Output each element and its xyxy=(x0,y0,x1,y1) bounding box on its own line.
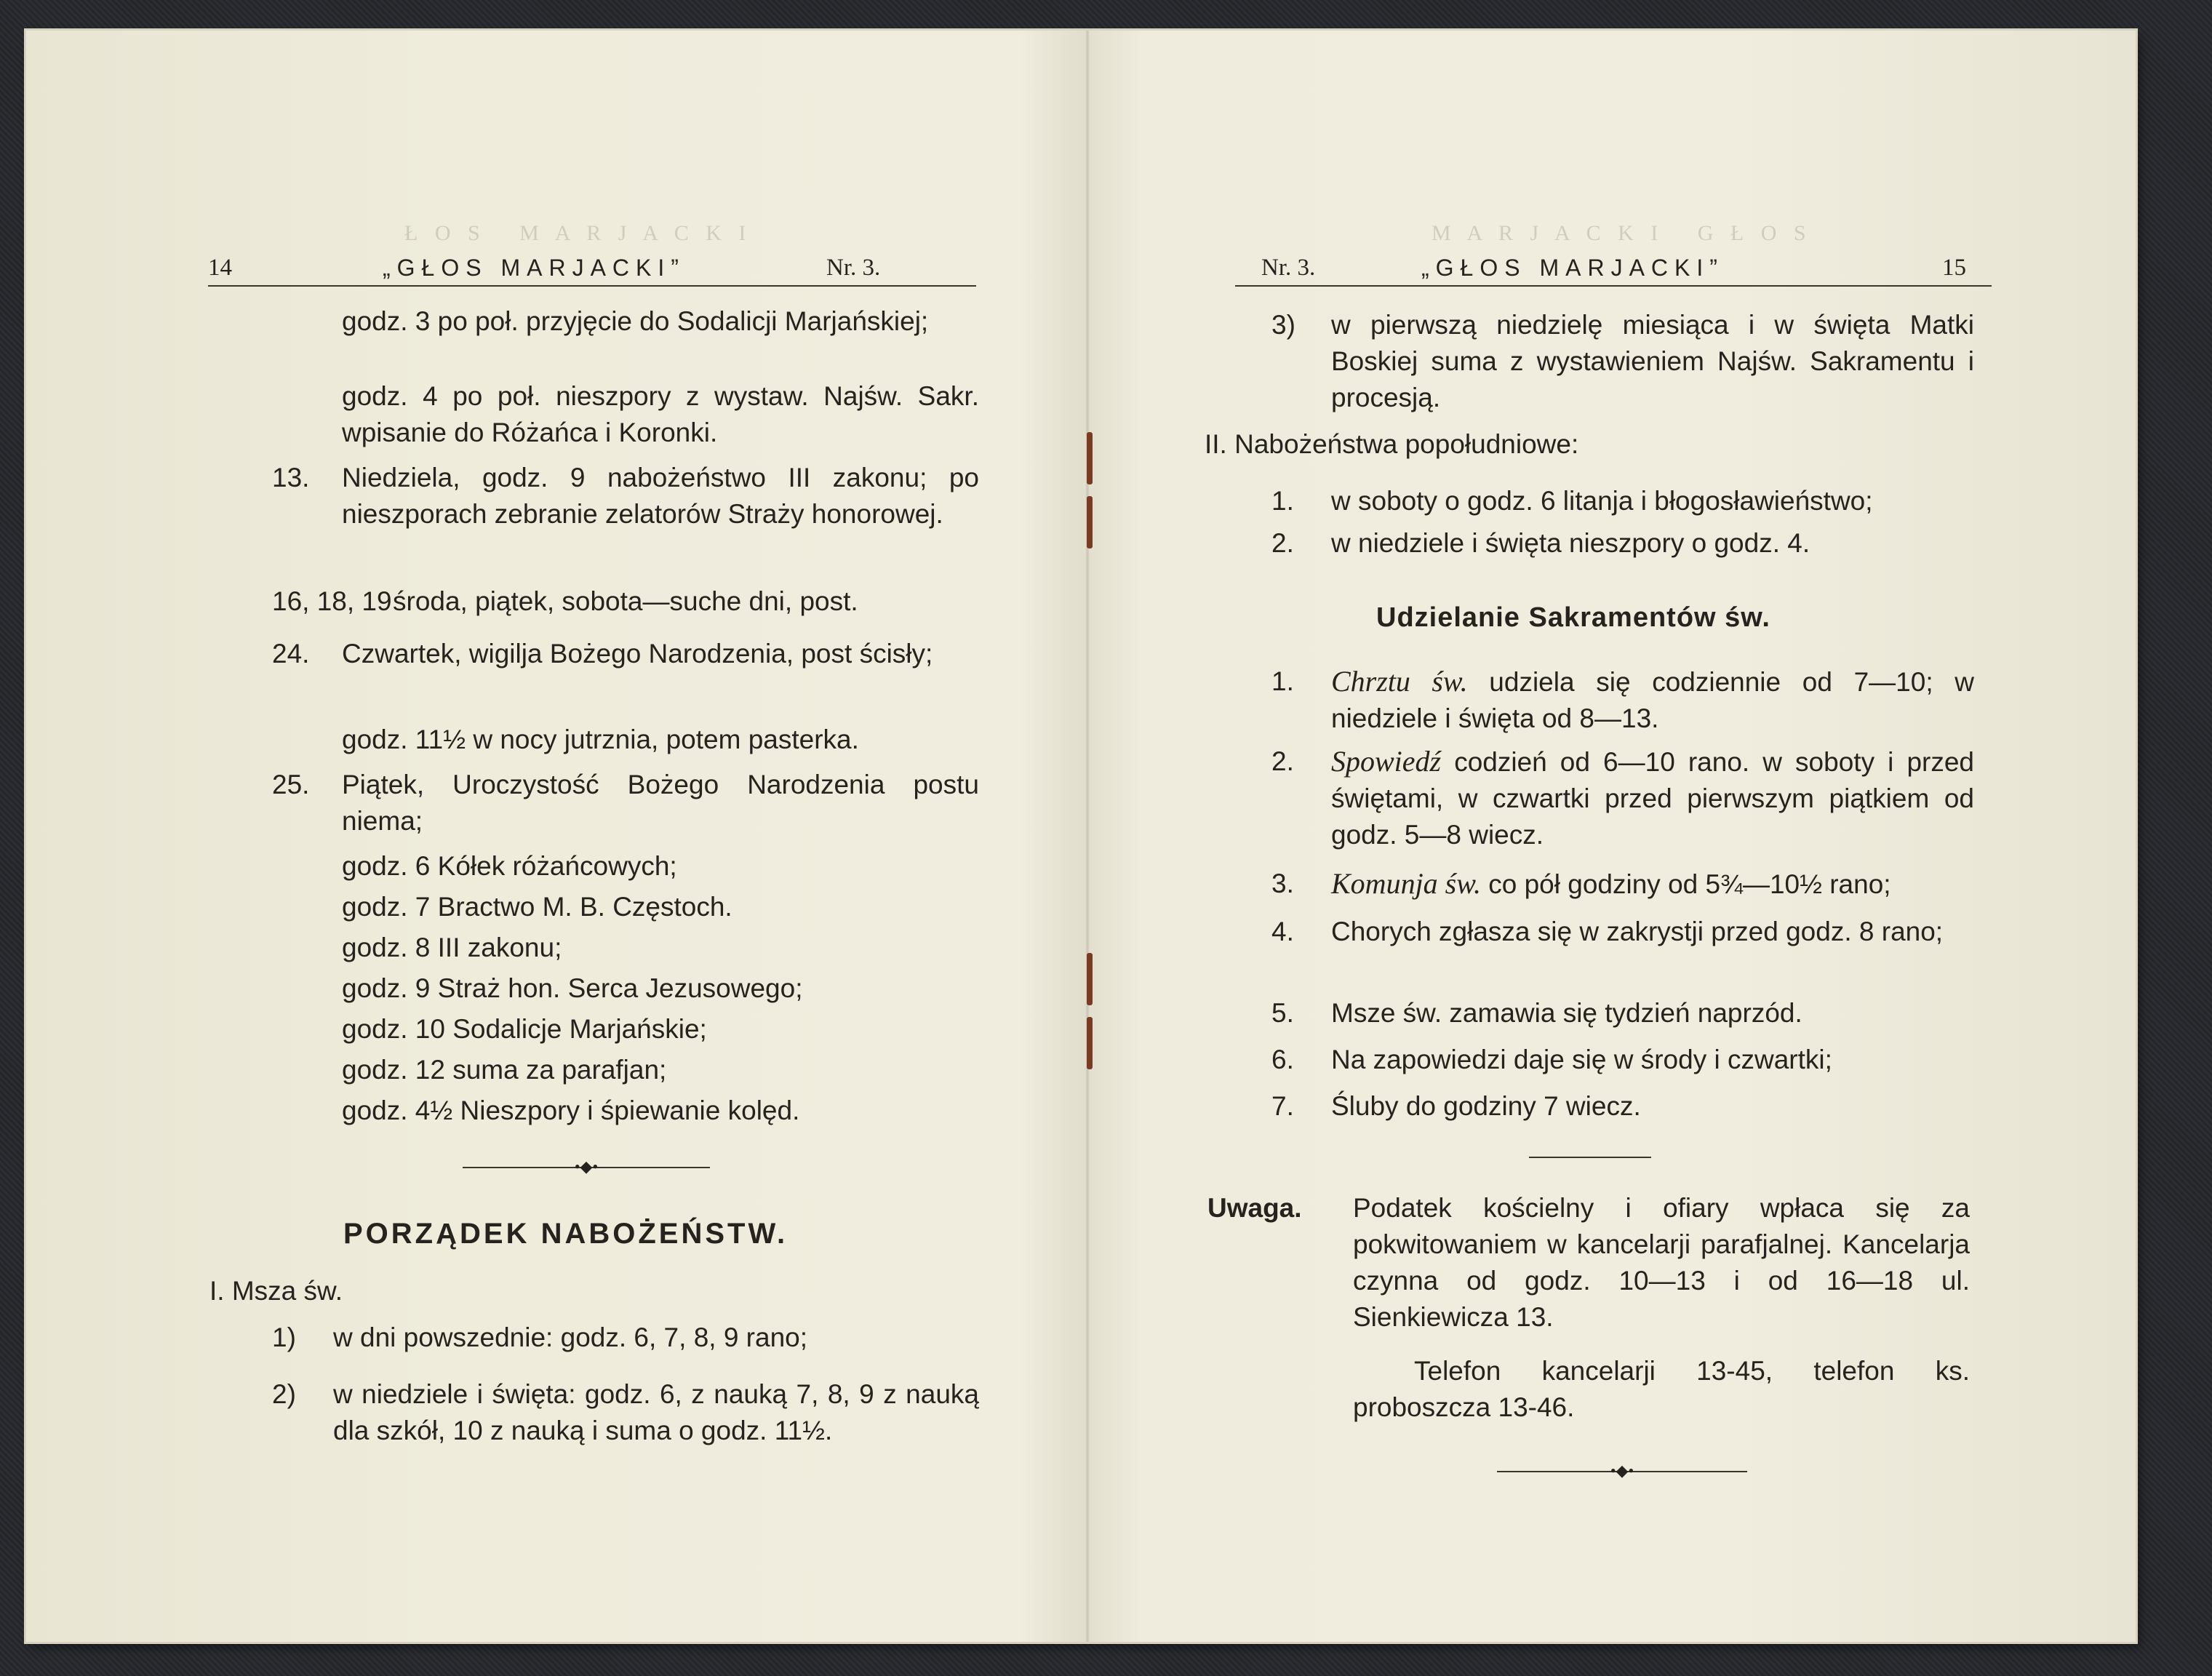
right-page xyxy=(1090,31,2136,1642)
section-title: PORZĄDEK NABOŻEŃSTW. xyxy=(343,1218,788,1250)
item-number: 3. xyxy=(1271,869,1294,898)
entry-text: Piątek, Uroczystość Bożego Narodzenia postu niema; xyxy=(342,770,979,836)
item-text: w niedziele i święta nieszpory o godz. 4. xyxy=(1331,528,1810,558)
item-number: 2. xyxy=(1271,746,1294,776)
issue-number: Nr. 3. xyxy=(1261,255,1316,281)
entry-text: Czwartek, wigilja Bożego Narodzenia, post ścisły; xyxy=(342,639,933,669)
item-text: udziela się codziennie od 7—10; w niedziele i święta od 8—13. xyxy=(1331,667,1975,733)
item-text: Msze św. zamawia się tydzień naprzód. xyxy=(1331,998,1802,1028)
item-number: 6. xyxy=(1271,1045,1294,1074)
sacraments-heading: Udzielanie Sakramentów św. xyxy=(1376,602,1770,633)
item-number: 3) xyxy=(1271,310,1295,340)
header-rule xyxy=(1235,285,1992,287)
entry-number: 13. xyxy=(272,463,310,492)
left-page xyxy=(26,31,1085,1642)
item-number: 5. xyxy=(1271,998,1294,1028)
item-number: 7. xyxy=(1271,1091,1294,1121)
item-text: w soboty o godz. 6 litanja i błogosławieństwo; xyxy=(1331,486,1873,516)
item-number: 1. xyxy=(1271,666,1294,696)
note-label: Uwaga. xyxy=(1207,1193,1302,1223)
service-hour: godz. 9 Straż hon. Serca Jezusowego; xyxy=(342,973,803,1003)
issue-number: Nr. 3. xyxy=(826,255,881,281)
service-hour: godz. 10 Sodalicje Marjańskie; xyxy=(342,1014,707,1044)
header-rule xyxy=(208,285,976,287)
service-hour: godz. 8 III zakonu; xyxy=(342,933,562,962)
short-divider xyxy=(1529,1157,1651,1158)
service-hour: godz. 6 Kółek różańcowych; xyxy=(342,851,677,881)
mass-heading: I. Msza św. xyxy=(209,1276,343,1306)
phone-text: Telefon kancelarji 13-45, telefon ks. proboszcza 13-46. xyxy=(1353,1356,1970,1422)
ornament-divider: •◆• xyxy=(1497,1471,1747,1472)
item-number: 2) xyxy=(272,1379,296,1409)
ornament-divider: •◆• xyxy=(463,1167,710,1168)
continued-line: godz. 4 po poł. nieszpory z wystaw. Najśw. Sakr. wpisanie do Różańca i Koronki. xyxy=(342,381,979,447)
continued-line: godz. 3 po poł. przyjęcie do Sodalicji Marjańskiej; xyxy=(342,306,929,336)
sacrament-name: Spowiedź xyxy=(1331,745,1442,778)
show-through-header: M A R J A C K I G Ł O S xyxy=(1432,221,1812,245)
item-text: codzień od 6—10 rano. w soboty i przed świętami, w czwartki przed pierwszym piątkiem od godz. 5—8 wiecz. xyxy=(1331,747,1974,850)
page-number: 14 xyxy=(208,255,232,281)
entry-text: środa, piątek, sobota—suche dni, post. xyxy=(393,586,858,616)
sacrament-name: Komunja św. xyxy=(1331,867,1481,900)
service-hour: godz. 4½ Nieszpory i śpiewanie kolęd. xyxy=(342,1096,800,1125)
afternoon-heading: II. Nabożeństwa popołudniowe: xyxy=(1205,429,1579,459)
running-title: „GŁOS MARJACKI” xyxy=(1421,255,1724,281)
entry-text: Niedziela, godz. 9 nabożeństwo III zakonu; po nieszporach zebranie zelatorów Straży honorowej. xyxy=(342,463,979,529)
entry-number: 25. xyxy=(272,770,310,799)
item-text: w pierwszą niedzielę miesiąca i w święta Matki Boskiej suma z wystawieniem Najśw. Sakramentu i procesją. xyxy=(1331,310,1974,412)
service-hour: godz. 7 Bractwo M. B. Częstoch. xyxy=(342,892,732,922)
entry-number: 16, 18, 19 xyxy=(272,586,392,616)
item-text: Śluby do godziny 7 wiecz. xyxy=(1331,1091,1641,1121)
show-through-header: Ł O S M A R J A C K I xyxy=(404,221,752,245)
item-text: Chorych zgłasza się w zakrystji przed godz. 8 rano; xyxy=(1331,917,1944,946)
item-text: co pół godziny od 5¾—10½ rano; xyxy=(1488,869,1891,899)
item-number: 1) xyxy=(272,1322,296,1352)
service-hour: godz. 12 suma za parafjan; xyxy=(342,1055,667,1085)
item-number: 4. xyxy=(1271,917,1294,946)
item-number: 2. xyxy=(1271,528,1294,558)
item-text: w dni powszednie: godz. 6, 7, 8, 9 rano; xyxy=(333,1322,808,1352)
running-title: „GŁOS MARJACKI” xyxy=(383,255,685,281)
item-text: w niedziele i święta: godz. 6, z nauką 7, 8, 9 z nauką dla szkół, 10 z nauką i suma o godz. 11½. xyxy=(333,1379,979,1445)
note-text: Podatek kościelny i ofiary wpłaca się za pokwitowaniem w kancelarji parafjalnej. Kancelarja czynna od godz. 10—13 i od 16—18 ul. Sienkiewicza 13. xyxy=(1353,1193,1970,1332)
sacrament-name: Chrztu św. xyxy=(1331,665,1468,698)
item-text: Na zapowiedzi daje się w środy i czwartki; xyxy=(1331,1045,1832,1074)
entry-number: 24. xyxy=(272,639,310,669)
open-booklet xyxy=(26,31,2136,1642)
entry-text: godz. 11½ w nocy jutrznia, potem pasterka. xyxy=(342,725,859,754)
page-number: 15 xyxy=(1942,255,1966,281)
item-number: 1. xyxy=(1271,486,1294,516)
